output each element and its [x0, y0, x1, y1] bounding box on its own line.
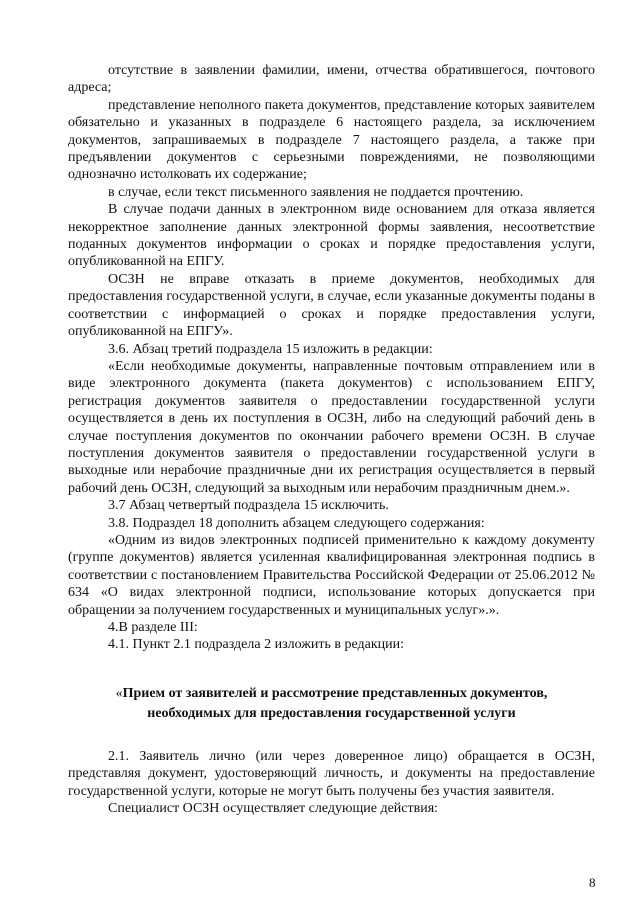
- page-number: 8: [589, 875, 596, 890]
- paragraph: 2.1. Заявитель лично (или через доверенное лицо) обращается в ОСЗН, представляя документ, удостоверяющий личность, и документы на предоставление государственной услуги, которые не могут быть получены без участия заявителя.: [68, 748, 595, 799]
- heading-open-quote: «: [115, 685, 123, 701]
- paragraph: «Если необходимые документы, направленные почтовым отправлением или в виде электронного документа (пакета документов) с использованием ЕПГУ, регистрация документов заявителя о предоставлении государственной услуги осуществляется в день их поступления в ОСЗН, либо на следующий рабочий день в случае поступления документов по окончании рабочего времени ОСЗН. В случае поступления документов заявителя о предоставлении государственной услуги в выходные или нерабочие праздничные дни их регистрация осуществляется в первый рабочий день ОСЗН, следующий за выходным или нерабочим праздничным днем.».: [68, 358, 595, 496]
- paragraph: 3.6. Абзац третий подраздела 15 изложить в редакции:: [108, 341, 433, 357]
- paragraph: Специалист ОСЗН осуществляет следующие действия:: [108, 801, 439, 817]
- section-heading: [68, 684, 595, 724]
- paragraph: В случае подачи данных в электронном виде основанием для отказа является некорректное заполнение данных электронной формы заявления, несоответствие поданных документов информации о сроках и порядке предоставления услуги, опубликованной на ЕПГУ.: [68, 202, 595, 270]
- paragraph: представление неполного пакета документов, представление которых заявителем обязательно и указанных в подразделе 6 настоящего раздела, за исключением документов, запрашиваемых в подразделе 7 настоящего раздела, а также при предъявлении документов с серьезными повреждениями, не позволяющими однозначно истолковать их содержание;: [68, 97, 595, 183]
- document-body-top: [68, 62, 595, 654]
- document-body-bottom: [68, 748, 595, 818]
- heading-line-1: Прием от заявителей и рассмотрение представленных документов,: [122, 685, 548, 701]
- paragraph: 4.1. Пункт 2.1 подраздела 2 изложить в редакции:: [108, 637, 405, 653]
- heading-line-2: необходимых для предоставления государственной услуги: [147, 705, 516, 721]
- document-page: [68, 62, 595, 817]
- paragraph: 3.8. Подраздел 18 дополнить абзацем следующего содержания:: [108, 515, 485, 531]
- paragraph: в случае, если текст письменного заявления не поддается прочтению.: [108, 184, 524, 200]
- paragraph: «Одним из видов электронных подписей применительно к каждому документу (группе документов) является усиленная квалифицированная электронная подпись в соответствии с постановлением Правительства Российской Федерации от 25.06.2012 № 634 «О видах электронной подписи, использование которых допускается при обращении за получением государственных и муниципальных услуг».».: [68, 532, 595, 618]
- paragraph: 4.В разделе III:: [108, 620, 198, 635]
- paragraph: ОСЗН не вправе отказать в приеме документов, необходимых для предоставления государственной услуги, в случае, если указанные документы поданы в соответствии с информацией о сроках и порядке предоставления услуги, опубликованной на ЕПГУ».: [68, 271, 595, 340]
- paragraph: отсутствие в заявлении фамилии, имени, отчества обратившегося, почтового адреса;: [68, 63, 595, 96]
- paragraph: 3.7 Абзац четвертый подраздела 15 исключить.: [108, 498, 389, 514]
